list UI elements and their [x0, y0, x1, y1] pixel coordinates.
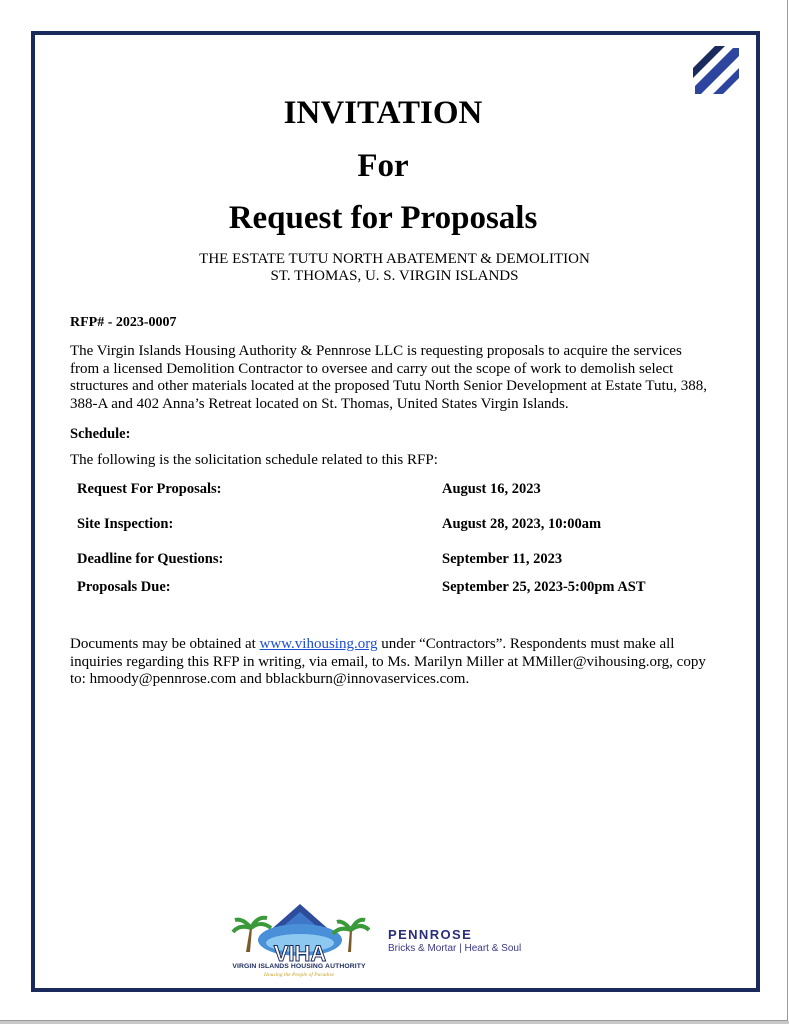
pennrose-tagline: Bricks & Mortar | Heart & Soul [388, 943, 522, 954]
viha-logo-text: VIHA [273, 941, 327, 966]
schedule-value-proposals-due: September 25, 2023-5:00pm AST [442, 579, 646, 595]
documents-text-before: Documents may be obtained at [70, 636, 260, 652]
schedule-label-site-inspection: Site Inspection: [77, 516, 174, 532]
title-for: For [357, 148, 409, 184]
schedule-heading: Schedule: [70, 426, 131, 442]
title-invitation: INVITATION [283, 95, 483, 131]
pennrose-logo: PENNROSE [388, 927, 473, 942]
viha-tagline: Housing the People of Paradise [263, 972, 335, 978]
intro-paragraph: The Virgin Islands Housing Authority & Pennrose LLC is requesting proposals to acquire the services from a licensed Demolition Contractor to oversee and carry out the scope of work to demolish select structures and other materials located at the proposed Tutu North Senior Development at Estate Tutu, 388, 388-A and 402 Anna’s Retreat located on St. Thomas, United States Virgin Islands. [70, 343, 707, 412]
schedule-value-questions: September 11, 2023 [442, 551, 563, 567]
schedule-value-request: August 16, 2023 [442, 481, 541, 497]
schedule-intro: The following is the solicitation schedule related to this RFP: [70, 452, 438, 468]
schedule-label-proposals-due: Proposals Due: [77, 579, 171, 595]
project-name: THE ESTATE TUTU NORTH ABATEMENT & DEMOLITION [199, 251, 590, 267]
documents-text-after: under “Contractors”. Respondents must make all inquiries regarding this RFP in writing, via email, to Ms. Marilyn Miller at MMiller@vihousing.org, copy to: hmoody@pennrose.com and bblackburn@innovaservices.com. [70, 636, 706, 687]
documents-paragraph [70, 636, 710, 689]
schedule-label-request: Request For Proposals: [77, 481, 222, 497]
schedule-label-questions: Deadline for Questions: [77, 551, 224, 567]
project-location: ST. THOMAS, U. S. VIRGIN ISLANDS [270, 268, 519, 284]
diagonal-stripes-icon [693, 46, 739, 94]
title-request-for-proposals: Request for Proposals [228, 200, 538, 236]
rfp-number: RFP# - 2023-0007 [70, 315, 177, 330]
vihousing-link[interactable]: www.vihousing.org [259, 636, 378, 652]
viha-name: VIRGIN ISLANDS HOUSING AUTHORITY [232, 963, 366, 970]
schedule-value-site-inspection: August 28, 2023, 10:00am [442, 516, 602, 532]
